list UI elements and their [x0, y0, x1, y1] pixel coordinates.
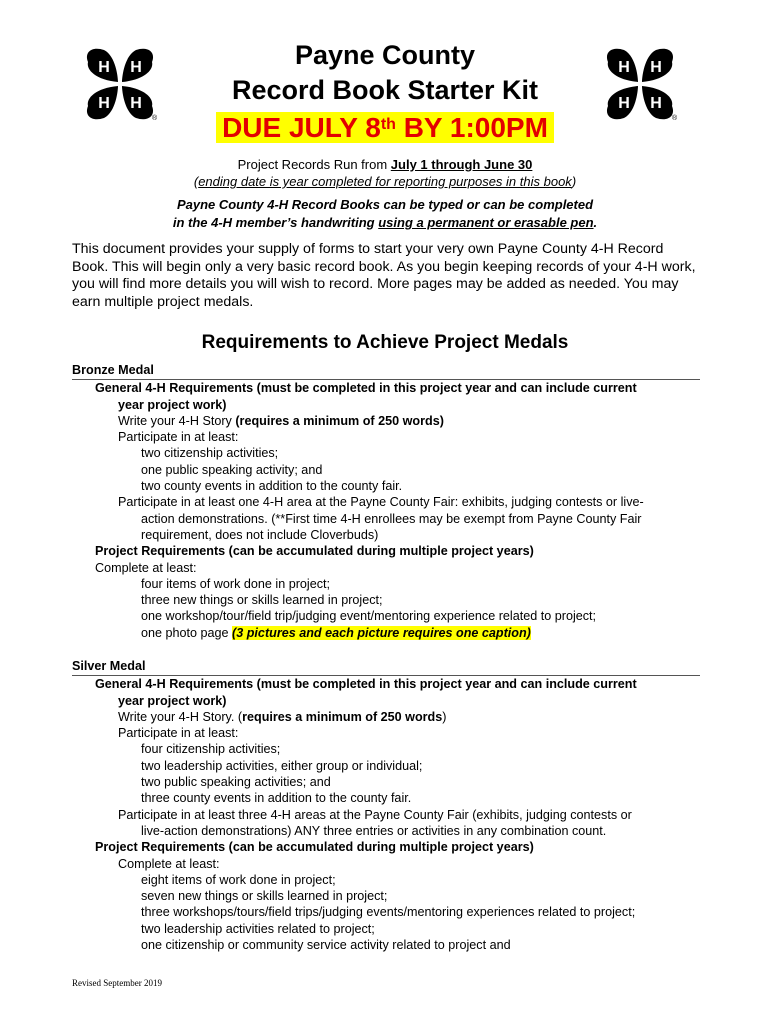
revision-footer: Revised September 2019 — [72, 978, 162, 988]
bronze-medal-title: Bronze Medal — [72, 362, 700, 380]
bronze-story-requirement: Write your 4-H Story (requires a minimum of 250 words) — [118, 413, 444, 428]
bronze-general-heading: General 4-H Requirements (must be completed in this project year and can include current — [95, 381, 637, 396]
intro-paragraph: This document provides your supply of forms to start your very own Payne County 4-H Record Book. This will begin only a very basic record book. As you begin keeping records of your 4-H work, you will find more details you will wish to record. More pages may be added as needed. You may earn multiple project medals. — [72, 241, 696, 310]
svg-text:H: H — [98, 59, 110, 76]
list-item: two leadership activities, either group or individual; — [141, 758, 423, 773]
silver-medal-title: Silver Medal — [72, 658, 700, 676]
silver-project-heading: Project Requirements (can be accumulated during multiple project years) — [95, 840, 534, 855]
svg-text:H: H — [130, 95, 142, 112]
list-item: one citizenship or community service activity related to project and — [141, 938, 511, 953]
list-item: one workshop/tour/field trip/judging event/mentoring experience related to project; — [141, 609, 597, 624]
bronze-project-heading: Project Requirements (can be accumulated during multiple project years) — [95, 544, 534, 559]
list-item: two public speaking activities; and — [141, 775, 331, 790]
list-item: eight items of work done in project; — [141, 872, 336, 887]
typed-or-handwritten-note: Payne County 4-H Record Books can be typed or can be completed in the 4-H member’s handwriting using a permanent or erasable pen. — [172, 197, 598, 230]
4h-clover-logo-left — [82, 42, 158, 122]
silver-fair-requirement: Participate in at least three 4-H areas at the Payne County Fair (exhibits, judging contests or — [118, 807, 632, 822]
svg-text:H: H — [650, 59, 662, 76]
due-date-banner: DUE JULY 8th BY 1:00PM — [216, 112, 554, 143]
title-kit: Record Book Starter Kit — [231, 75, 539, 105]
silver-general-heading: General 4-H Requirements (must be completed in this project year and can include current — [95, 677, 637, 692]
list-item: three new things or skills learned in project; — [141, 593, 383, 608]
list-item: three workshops/tours/field trips/judging events/mentoring experiences related to project; — [141, 905, 636, 920]
svg-text:®: ® — [672, 115, 678, 122]
list-item: two citizenship activities; — [141, 446, 279, 461]
list-item: two leadership activities related to project; — [141, 921, 375, 936]
list-item: three county events in addition to the county fair. — [141, 791, 412, 806]
silver-story-requirement: Write your 4-H Story. (requires a minimum of 250 words) — [118, 709, 447, 724]
svg-text:H: H — [618, 95, 630, 112]
svg-text:H: H — [130, 59, 142, 76]
list-item: four items of work done in project; — [141, 576, 330, 591]
svg-text:H: H — [650, 95, 662, 112]
list-item: four citizenship activities; — [141, 742, 281, 757]
list-item: one public speaking activity; and — [141, 462, 323, 477]
bronze-photo-page-requirement: one photo page (3 pictures and each picture requires one caption) — [141, 625, 531, 640]
svg-text:H: H — [618, 59, 630, 76]
bronze-fair-requirement: Participate in at least one 4-H area at the Payne County Fair: exhibits, judging contests or live- — [118, 495, 644, 510]
silver-medal-section: Silver Medal General 4-H Requirements (must be completed in this project year and can include current year project work) Write your 4-H Story. (requires a minimum of 250 words) Participate in at least: four citizenship activities; two leadership activities, either group or individual; two public speaking activities; and three county events in addition to the county fair. Participate in at least three 4-H areas at the Payne County Fair (exhibits, judging contests or live-action demonstrations) ANY three entries or activities in any combination count. Project Requirements (can be accumulated during multiple project years) Complete at least: eight items of work done in project; seven new things or skills learned in project; three workshops/tours/field trips/judging events/mentoring experiences related to project; two leadership activities related to project; one citizenship or community service activity related to project and — [72, 658, 700, 953]
svg-text:®: ® — [152, 115, 158, 122]
ending-date-note: (ending date is year completed for reporting purposes in this book) — [193, 174, 577, 189]
list-item: seven new things or skills learned in project; — [141, 889, 388, 904]
title-county: Payne County — [294, 40, 476, 70]
list-item: two county events in addition to the county fair. — [141, 479, 403, 494]
requirements-heading: Requirements to Achieve Project Medals — [201, 332, 569, 353]
bronze-medal-section: Bronze Medal General 4-H Requirements (must be completed in this project year and can include current year project work) Write your 4-H Story (requires a minimum of 250 words) Participate in at least: two citizenship activities; one public speaking activity; and two county events in addition to the county fair. Participate in at least one 4-H area at the Payne County Fair: exhibits, judging contests or live- action demonstrations. (**First time 4-H enrollees may be exempt from Payne County Fair requirement, does not include Cloverbuds) Project Requirements (can be accumulated during multiple project years) Complete at least: four items of work done in project; three new things or skills learned in project; one workshop/tour/field trip/judging event/mentoring experience related to project; one photo page (3 pictures and each picture requires one caption) — [72, 362, 700, 641]
svg-text:H: H — [98, 95, 110, 112]
page-header — [150, 38, 620, 190]
project-run-dates: Project Records Run from July 1 through June 30 — [237, 157, 533, 172]
